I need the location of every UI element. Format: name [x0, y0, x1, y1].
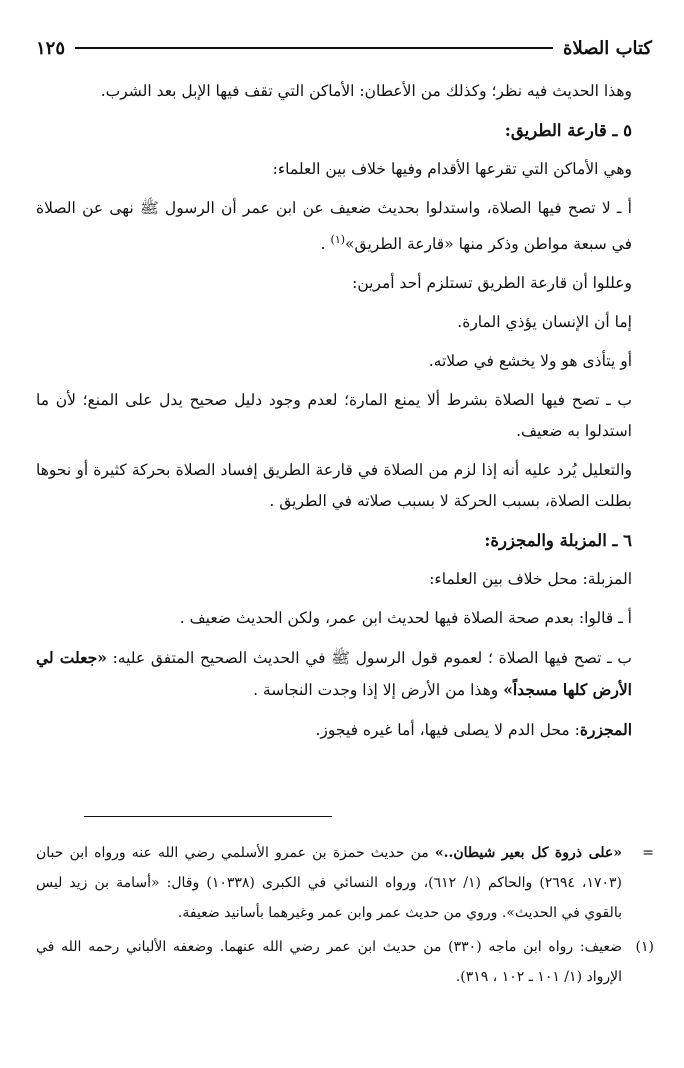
- footnote-separator: [84, 816, 332, 817]
- paragraph: وهذا الحديث فيه نظر؛ وكذلك من الأعطان: الأماكن التي تقف فيها الإبل بعد الشرب.: [100, 82, 632, 100]
- paragraph-text: : محل الدم لا يصلى فيها، أما غيره فيجوز.: [315, 721, 580, 740]
- hadith-quote: «جعلت لي الأرض كلها مسجداً»: [36, 648, 632, 700]
- footnote-body: من حديث حمزة بن عمرو الأسلمي رضي الله عنه ورواه ابن حبان (١٧٠٣، ٢٦٩٤) والحاكم (١/ ٦١٢)، ورواه النسائي في الكبرى (١٠٣٣٨) وقال: «أسامة بن زيد ليس بالقوي في الحديث». وروي من حديث عمر وابن عمر وغيرهما بأسانيد ضعيفة.: [36, 845, 622, 921]
- footnote-text: [36, 838, 622, 928]
- footnote-number: (١): [635, 939, 654, 955]
- paragraph: والتعليل يُرد عليه أنه إذا لزم من الصلاة في قارعة الطريق إفساد الصلاة بحركة كثيرة أو نحوها بطلت الصلاة، بسبب الحركة لا بسبب صلاته في الطريق .: [36, 461, 632, 511]
- paragraph: وعللوا أن قارعة الطريق تستلزم أحد أمرين:: [352, 274, 632, 293]
- footnote-1: [36, 932, 654, 992]
- paragraph: أ ـ قالوا: بعدم صحة الصلاة فيها لحديث ابن عمر، ولكن الحديث ضعيف .: [179, 609, 632, 628]
- paragraph-end: .: [320, 235, 331, 254]
- section-heading-5: ٥ ـ قارعة الطريق:: [504, 121, 632, 140]
- paragraph-text: ب ـ تصح فيها الصلاة ؛ لعموم قول الرسول ﷺ في الحديث الصحيح المتفق عليه:: [106, 649, 632, 668]
- chapter-title: كتاب الصلاة: [563, 37, 652, 59]
- paragraph: إما أن الإنسان يؤذي المارة.: [457, 313, 632, 332]
- footnote-reference[interactable]: (١): [330, 233, 346, 246]
- term-label: المجزرة: [579, 720, 632, 740]
- hadith-quote: «على ذروة كل بعير شيطان..»: [434, 845, 622, 861]
- footnotes: [36, 838, 654, 996]
- paragraph: [36, 714, 654, 746]
- paragraph-text: أ ـ لا تصح فيها الصلاة، واستدلوا بحديث ضعيف عن ابن عمر أن الرسول ﷺ نهى عن الصلاة في سبعة مواطن وذكر منها «قارعة الطريق»: [36, 199, 632, 254]
- paragraph: ب ـ تصح فيها الصلاة بشرط ألا يمنع المارة؛ لعدم وجود دليل صحيح يدل على المنع؛ لأن ما استدلوا به ضعيف.: [36, 391, 632, 441]
- footnote-continuation: [36, 838, 654, 928]
- paragraph: [36, 193, 654, 260]
- paragraph: المزبلة: محل خلاف بين العلماء:: [429, 570, 632, 589]
- paragraph: وهي الأماكن التي تقرعها الأقدام وفيها خلاف بين العلماء:: [272, 160, 632, 178]
- continuation-mark: =: [642, 845, 654, 861]
- header-rule: [75, 47, 553, 49]
- page-number: ١٢٥: [36, 37, 66, 59]
- section-heading-6: ٦ ـ المزبلة والمجزرة:: [484, 531, 632, 551]
- running-header: [36, 34, 652, 62]
- paragraph: [36, 642, 654, 706]
- paragraph-text: وهذا من الأرض إلا إذا وجدت النجاسة .: [253, 681, 504, 700]
- footnote-body: ضعيف: رواه ابن ماجه (٣٣٠) من حديث ابن عمر رضي الله عنهما. وضعفه الألباني رحمه الله في الإرواد (١/ ١٠١ ـ ١٠٢ ، ٣١٩).: [36, 939, 623, 985]
- main-text: [36, 76, 654, 754]
- paragraph: أو يتأذى هو ولا يخشع في صلاته.: [428, 352, 632, 371]
